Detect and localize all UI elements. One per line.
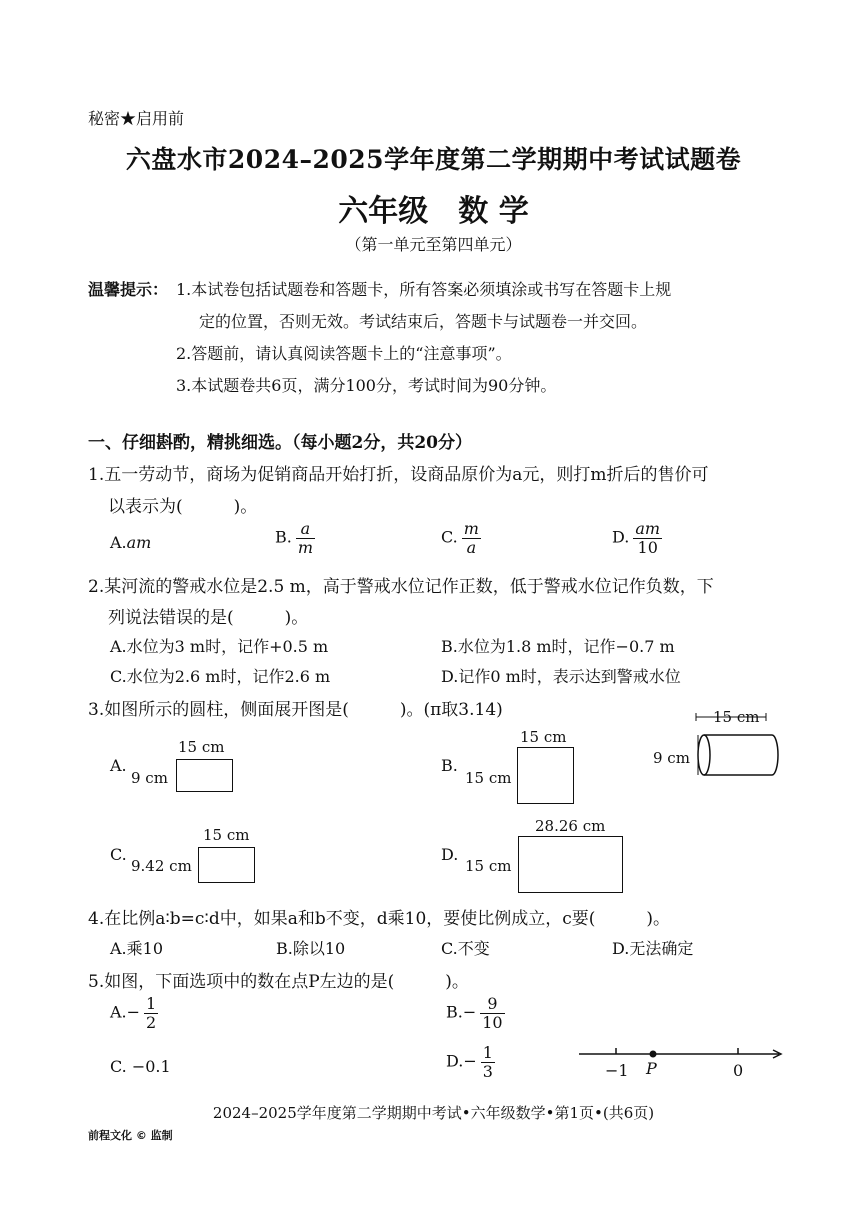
publisher-brand: 前程文化 © 监制 xyxy=(88,1129,173,1142)
q5-axis-label-left: −1 xyxy=(605,1061,629,1080)
q1-option-a-value: am xyxy=(126,533,152,552)
q3-option-d-label: D. xyxy=(441,845,459,864)
q2-line-1: 2.某河流的警戒水位是2.5 m，高于警戒水位记作正数，低于警戒水位记作负数，下 xyxy=(88,577,714,597)
q1-option-b-denominator: m xyxy=(297,537,314,557)
q1-option-b-label: B. xyxy=(275,527,292,547)
q5-option-d-label: D. xyxy=(446,1051,464,1071)
q4-option-a: A.乘10 xyxy=(110,939,164,958)
q2-option-c: C.水位为2.6 m时，记作2.6 m xyxy=(110,667,331,686)
q5-option-b xyxy=(446,995,505,1031)
q1-option-d-label: D. xyxy=(612,527,630,547)
q5-option-a-fraction xyxy=(144,995,158,1031)
q1-option-d-fraction xyxy=(633,520,662,556)
q3-option-d-top-length: 28.26 cm xyxy=(535,817,606,835)
q5-option-a-sign: − xyxy=(126,1002,141,1022)
q5-option-d-fraction xyxy=(481,1044,495,1080)
q5-option-b-label: B. xyxy=(446,1002,463,1022)
q5-option-c: C. −0.1 xyxy=(110,1057,171,1076)
q3-cylinder-right-face xyxy=(772,735,778,775)
tip-2: 2.答题前，请认真阅读答题卡上的“注意事项”。 xyxy=(176,344,512,363)
exam-subject: 六年级 数 学 xyxy=(338,194,529,229)
secret-mark: 秘密★启用前 xyxy=(88,109,185,128)
q5-option-d-numerator: 1 xyxy=(482,1043,493,1062)
q2-option-b: B.水位为1.8 m时，记作−0.7 m xyxy=(441,637,675,656)
q3-line-1: 3.如图所示的圆柱，侧面展开图是( )。(π取3.14) xyxy=(88,700,503,720)
q1-option-c xyxy=(441,520,481,556)
q5-option-a-denominator: 2 xyxy=(146,1012,157,1032)
q1-option-d-numerator: am xyxy=(635,519,661,538)
q3-option-b-top-length: 15 cm xyxy=(520,728,567,746)
q3-option-c-label: C. xyxy=(110,845,127,864)
exam-title: 六盘水市2024–2025学年度第二学期期中考试试题卷 xyxy=(125,145,742,174)
tips-label xyxy=(88,277,168,300)
q1-option-d xyxy=(612,520,662,556)
q1-option-c-label: C. xyxy=(441,527,458,547)
q5-line-1: 5.如图，下面选项中的数在点P左边的是( )。 xyxy=(88,972,469,992)
q2-line-2: 列说法错误的是( )。 xyxy=(108,608,309,628)
page-footer: 2024–2025学年度第二学期期中考试•六年级数学•第1页•(共6页) xyxy=(212,1104,655,1122)
q2-option-d: D.记作0 m时，表示达到警戒水位 xyxy=(441,667,681,686)
q3-option-a-rectangle xyxy=(176,759,233,792)
q1-option-a xyxy=(110,533,151,552)
q3-option-b-rectangle xyxy=(517,747,574,804)
q5-option-b-denominator: 10 xyxy=(482,1012,503,1032)
q3-option-c-top-length: 15 cm xyxy=(203,826,250,844)
q1-line-2: 以表示为( )。 xyxy=(108,497,258,517)
q4-line-1: 4.在比例a∶b=c∶d中，如果a和b不变，d乘10，要使比例成立，c要( )。 xyxy=(88,909,671,929)
q5-option-a-label: A. xyxy=(110,1002,127,1022)
q5-axis-label-right: 0 xyxy=(733,1061,744,1080)
q3-option-a-side-length: 9 cm xyxy=(131,769,168,787)
q1-option-c-numerator: m xyxy=(463,519,479,538)
q5-option-d xyxy=(446,1044,495,1080)
tips-label-text: 温馨提示： xyxy=(88,280,169,299)
q3-option-c-rectangle xyxy=(198,847,255,883)
exam-range: （第一单元至第四单元） xyxy=(345,235,522,254)
q5-option-d-denominator: 3 xyxy=(482,1061,493,1081)
q1-option-b-fraction xyxy=(296,520,315,556)
q3-option-a-label: A. xyxy=(110,756,127,775)
q5-option-b-sign: − xyxy=(462,1002,477,1022)
q4-option-b: B.除以10 xyxy=(276,939,346,958)
q3-option-d-rectangle xyxy=(518,836,623,893)
q1-option-b xyxy=(275,520,315,556)
tip-1-line-2: 定的位置，否则无效。考试结束后，答题卡与试题卷一并交回。 xyxy=(199,312,648,331)
q4-option-c: C.不变 xyxy=(441,939,490,958)
q3-cylinder-height: 9 cm xyxy=(653,749,690,767)
q4-option-d: D.无法确定 xyxy=(612,939,694,958)
q3-cylinder-length: 15 cm xyxy=(713,708,760,726)
q2-option-a: A.水位为3 m时，记作+0.5 m xyxy=(110,637,329,656)
q3-option-c-side-length: 9.42 cm xyxy=(131,857,192,875)
q1-option-b-numerator: a xyxy=(296,520,315,539)
q3-option-d-side-length: 15 cm xyxy=(465,857,512,875)
q5-option-b-fraction xyxy=(480,995,504,1031)
tip-1-line-1: 1.本试卷包括试题卷和答题卡，所有答案必须填涂或书写在答题卡上规 xyxy=(176,280,672,299)
q5-option-a-numerator: 1 xyxy=(146,994,157,1013)
q1-option-a-label: A. xyxy=(110,533,127,552)
q3-option-b-label: B. xyxy=(441,756,458,775)
q3-cylinder-left-face xyxy=(698,735,710,775)
q1-option-c-fraction xyxy=(462,520,481,556)
q5-number-line-point-p xyxy=(650,1051,657,1058)
q5-option-a xyxy=(110,995,158,1031)
q1-option-d-denominator: 10 xyxy=(637,537,658,557)
q5-axis-label-point: P xyxy=(646,1059,657,1078)
q3-option-b-side-length: 15 cm xyxy=(465,769,512,787)
q1-option-c-denominator: a xyxy=(466,537,477,557)
tip-3: 3.本试题卷共6页，满分100分，考试时间为90分钟。 xyxy=(176,376,557,395)
section-1-heading: 一、仔细斟酌，精挑细选。（每小题2分，共20分） xyxy=(88,433,472,453)
q5-option-d-sign: − xyxy=(463,1051,477,1071)
q5-option-b-numerator: 9 xyxy=(480,995,504,1014)
q3-option-a-top-length: 15 cm xyxy=(178,738,225,756)
q1-line-1: 1.五一劳动节，商场为促销商品开始打折，设商品原价为a元，则打m折后的售价可 xyxy=(88,465,709,485)
